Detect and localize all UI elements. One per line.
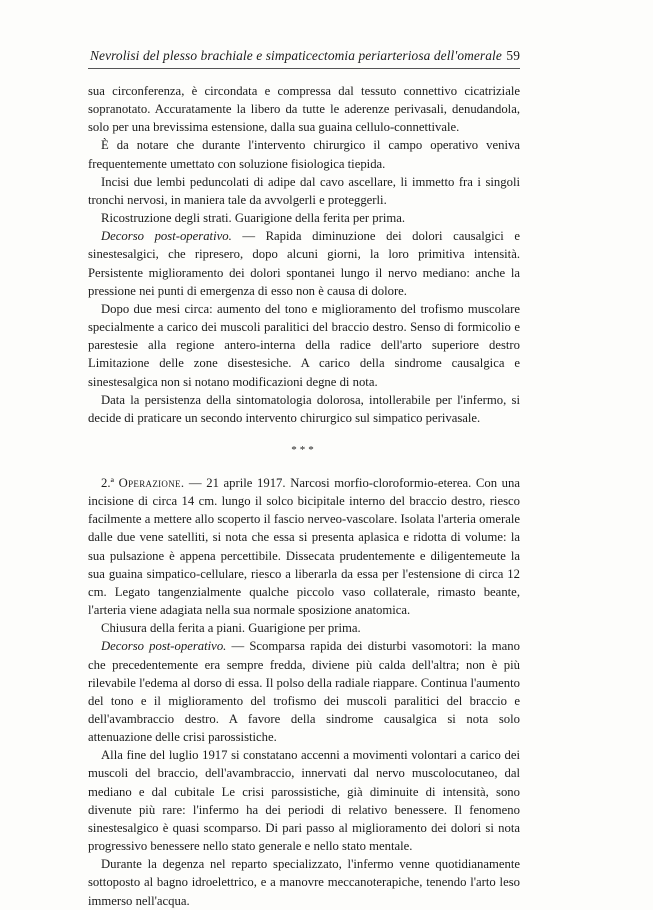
operazione-label: Operazione. xyxy=(118,475,185,490)
decorso-label: Decorso post-operativo. xyxy=(101,639,227,654)
paragraph: Chiusura della ferita a piani. Guarigione per prima. xyxy=(101,621,361,636)
decorso-text: — Scomparsa rapida dei disturbi vasomotori: la mano che precedentemente era sempre fredda, diviene più calda dell'altra; non è più rilevabile l'edema al dorso di essa. Il polso della radiale riappare. Continua l'aumento del tono e il miglioramento del trofismo dei muscoli paralitici del braccio e dell'avambraccio destro. A favore della sindrome causalgica si nota solo attenuazione delle crisi parossistiche. xyxy=(88,639,520,745)
page-number: 59 xyxy=(506,48,520,63)
paragraph: Ricostruzione degli strati. Guarigione della ferita per prima. xyxy=(101,211,406,226)
paragraph: Data la persistenza della sintomatologia dolorosa, intollerabile per l'infermo, si decide di praticare un secondo intervento chirurgico sul simpatico perivasale. xyxy=(88,392,520,425)
paragraph: Dopo due mesi circa: aumento del tono e miglioramento del trofismo muscolare specialmente a carico dei muscoli paralitici del braccio destro. Senso di formicolio e parestesie alla regione antero-interna della radice dell'arto superiore destro Limitazione delle zone disestesiche. A carico della sindrome causalgica e sinestesalgica non si notano modificazioni degne di nota. xyxy=(88,301,520,389)
running-title: Nevrolisi del plesso brachiale e simpaticectomia periarteriosa dell'omerale xyxy=(90,48,502,63)
decorso-text: — Rapida diminuzione dei dolori causalgici e sinestesalgici, che ripresero, dopo alcuni giorni, la loro primitiva intensità. Persistente miglioramento dei dolori spontanei lungo il nervo mediano: anche la pressione nei punti di emergenza di esso non è causa di dolore. xyxy=(88,229,520,298)
paragraph: Incisi due lembi peduncolati di adipe dal cavo ascellare, li immetto fra i singoli tronchi nervosi, in maniera tale da avvolgerli e proteggerli. xyxy=(88,174,520,207)
body-text xyxy=(88,82,520,910)
operazione-number: 2.ª xyxy=(101,475,115,490)
paragraph: È da notare che durante l'intervento chirurgico il campo operativo veniva frequentemente umettato con soluzione fisiologica tiepida. xyxy=(88,138,520,171)
paragraph: Alla fine del luglio 1917 si constatano accenni a movimenti volontari a carico dei muscoli del braccio, dell'avambraccio, innervati dal nervo muscolocutaneo, dal mediano e dal cubitale Le crisi parossistiche, già diminuite di intensità, sono divenute più rare: l'infermo ha dei periodi di relativo benessere. Il fenomeno sinestesalgico è quasi scomparso. Di pari passo al miglioramento dei dolori si nota progressivo benessere nello stato generale e nello stato mentale. xyxy=(88,748,520,854)
header-rule xyxy=(88,68,520,69)
operazione-paragraph xyxy=(88,474,520,619)
decorso-label: Decorso post-operativo. xyxy=(101,229,232,244)
paragraph: sua circonferenza, è circondata e compressa dal tessuto connettivo cicatriziale sopranotato. Accuratamente la libero da tutte le aderenze perivasali, denudandola, solo per una brevissima estensione, dalla sua guaina cellulo-connettivale. xyxy=(88,84,520,135)
decorso-paragraph-1 xyxy=(88,227,520,300)
decorso-paragraph-2 xyxy=(88,637,520,746)
operazione-text: — 21 aprile 1917. Narcosi morfio-cloroformio-eterea. Con una incisione di circa 14 cm. lungo il solco bicipitale interno del braccio destro, riesco facilmente a mettere allo scoperto il fascio nerveo-vascolare. Isolata l'arteria omerale dalle due vene satelliti, si nota che essa si presenta aplasica e ridotta di volume: la sua pulsazione è appena percettibile. Dissecata prudentemente e diligentemeute la sua guaina simpatico-cellulare, riesco a liberarla da essa per l'estensione di circa 12 cm. Legato tangenzialmente qualche piccolo vaso collaterale, rimasto beante, l'arteria viene adagiata nella sua normale sposizione anatomica. xyxy=(88,475,520,618)
running-header xyxy=(90,48,520,64)
section-separator: *** xyxy=(291,443,317,456)
paragraph: Durante la degenza nel reparto specializzato, l'infermo venne quotidianamente sottoposto al bagno idroelettrico, e a manovre meccanoterapiche, tenendo l'arto leso immerso nell'acqua. xyxy=(88,857,520,908)
